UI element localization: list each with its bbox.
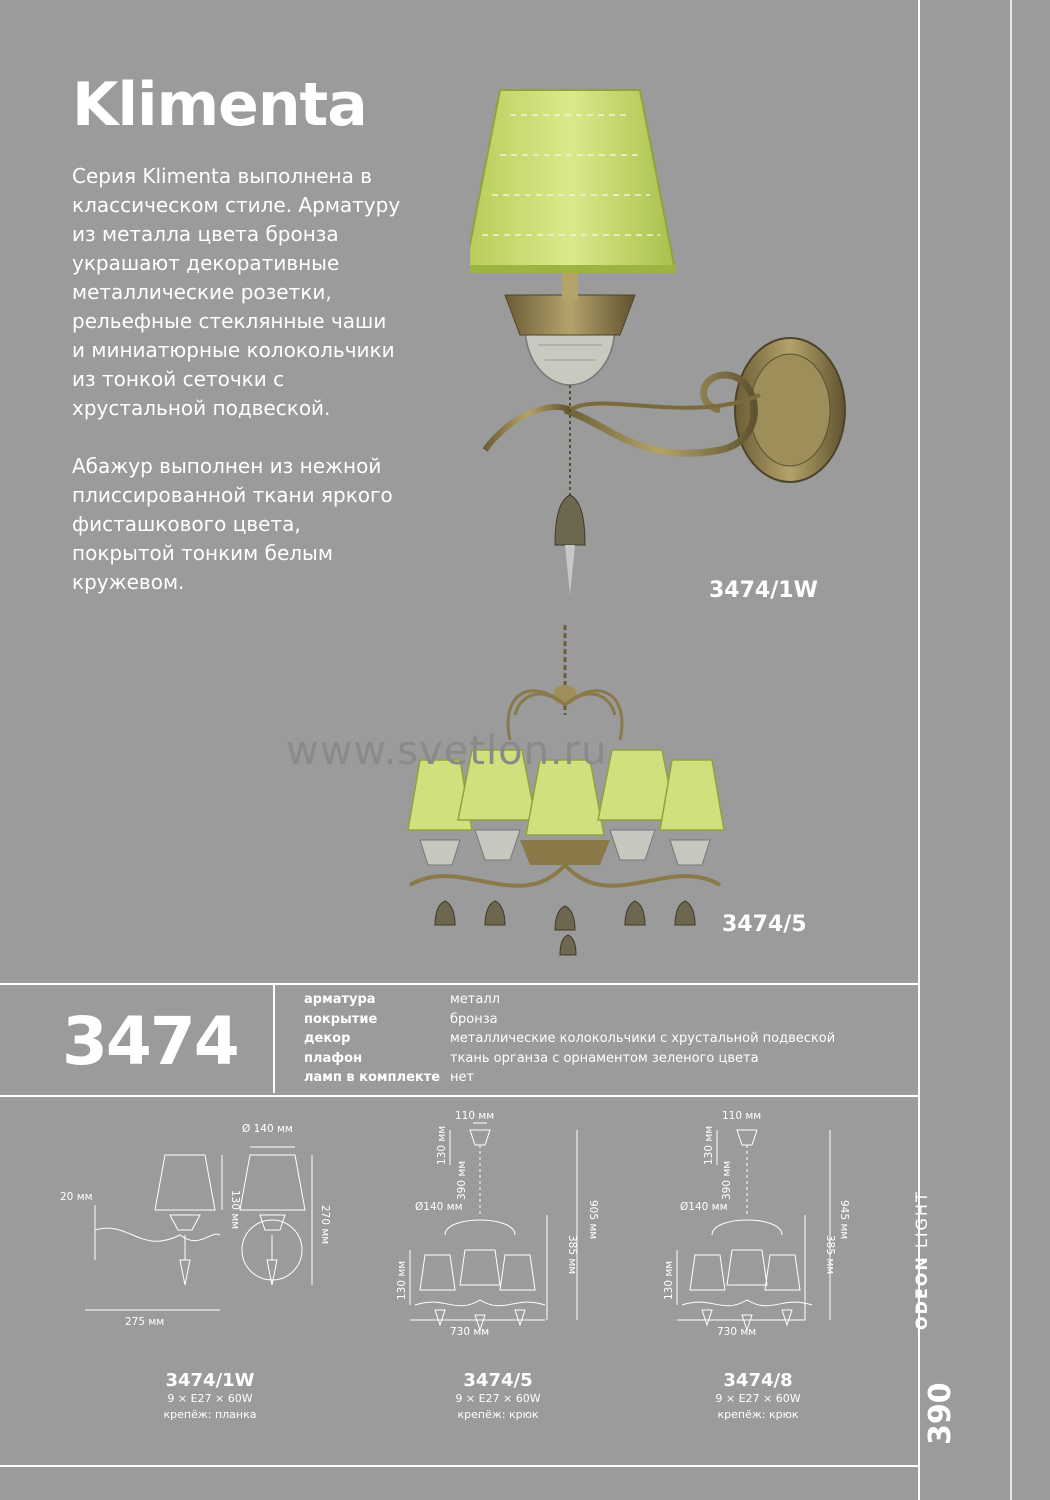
- spec-row: [304, 1049, 835, 1069]
- dim-caption-2: [418, 1370, 578, 1423]
- dim-label: Ø140 мм: [415, 1201, 463, 1213]
- dim-label: 945 мм: [838, 1200, 850, 1240]
- brand-logo-text: [912, 1190, 931, 1330]
- right-sidebar: [918, 0, 1050, 1500]
- spec-value: ткань органза с орнаментом зеленого цвета: [450, 1050, 759, 1066]
- dim-label: Ø 140 мм: [242, 1123, 293, 1135]
- dim-label: 390 мм: [721, 1160, 733, 1200]
- wall-lamp-dimension-drawing: [40, 1110, 340, 1335]
- dim-label: 130 мм: [703, 1125, 715, 1165]
- chandelier8-dimension-drawing: [655, 1105, 880, 1340]
- description-paragraph-2: Абажур выполнен из нежной плиссированной ткани яркого фисташкового цвета, покрытой тонким белым кружевом.: [72, 454, 393, 594]
- dim-label: 110 мм: [722, 1110, 762, 1122]
- page-number: 390: [923, 1382, 958, 1445]
- dim-label: 730 мм: [450, 1326, 490, 1338]
- dim-label: 270 мм: [319, 1205, 331, 1245]
- spec-key: ламп в комплекте: [304, 1070, 441, 1086]
- dim-model: 3474/5: [463, 1370, 533, 1391]
- chandelier5-dimension-drawing: [395, 1105, 620, 1340]
- dim-caption-1: [130, 1370, 290, 1423]
- dim-mount: крепёж: крюк: [717, 1408, 799, 1421]
- spec-key: плафон: [304, 1050, 363, 1066]
- chandelier-image: [400, 625, 730, 970]
- spec-row: [304, 1068, 835, 1088]
- specs-table: [304, 990, 835, 1088]
- dim-mount: крепёж: планка: [163, 1408, 257, 1421]
- spec-key: арматура: [304, 992, 376, 1008]
- brand-bold: ODEON: [912, 1255, 931, 1330]
- dim-label: 905 мм: [587, 1200, 599, 1240]
- dim-label: 385 мм: [824, 1235, 836, 1275]
- dim-label: 110 мм: [455, 1110, 495, 1122]
- dim-label: 20 мм: [60, 1191, 93, 1203]
- spec-key: декор: [304, 1031, 351, 1047]
- wall-lamp-model-label: 3474/1W: [709, 578, 818, 603]
- spec-value: бронза: [450, 1011, 498, 1027]
- dim-mount: крепёж: крюк: [457, 1408, 539, 1421]
- spec-value: металл: [450, 992, 500, 1008]
- spec-key: покрытие: [304, 1011, 378, 1027]
- spec-row: [304, 990, 835, 1010]
- dim-model: 3474/8: [723, 1370, 793, 1391]
- dim-label: 730 мм: [717, 1326, 757, 1338]
- spec-value: металлические колокольчики с хрустальной подвеской: [450, 1031, 836, 1047]
- dim-lamps: 9 × E27 × 60W: [455, 1392, 541, 1405]
- watermark: www.svetlon.ru: [286, 728, 608, 774]
- dim-label: 275 мм: [125, 1316, 165, 1328]
- dim-label: 130 мм: [663, 1260, 675, 1300]
- chandelier-model-label: 3474/5: [722, 912, 807, 937]
- dim-label: 390 мм: [456, 1160, 468, 1200]
- series-description: [72, 162, 402, 626]
- series-number: 3474: [62, 1003, 238, 1080]
- bottom-rule: [0, 1465, 918, 1467]
- dim-label: 130 мм: [436, 1125, 448, 1165]
- dim-model: 3474/1W: [165, 1370, 255, 1391]
- specs-divider: [273, 985, 275, 1093]
- spec-row: [304, 1010, 835, 1030]
- description-paragraph-1: Серия Klimenta выполнена в классическом стиле. Арматуру из металла цвета бронза украшают декоративные металлические розетки, рельефные стеклянные чаши и миниатюрные колокольчики из тонкой сеточки с хрустальной подвеской.: [72, 164, 401, 420]
- spec-value: нет: [450, 1070, 475, 1086]
- spec-row: [304, 1029, 835, 1049]
- dim-label: 130 мм: [229, 1190, 241, 1230]
- dim-lamps: 9 × E27 × 60W: [167, 1392, 253, 1405]
- series-title: Klimenta: [72, 70, 367, 140]
- dim-label: 385 мм: [566, 1235, 578, 1275]
- sidebar-rule: [1010, 0, 1012, 1500]
- dim-label: 130 мм: [396, 1260, 408, 1300]
- wall-lamp-image: [470, 75, 860, 615]
- dim-lamps: 9 × E27 × 60W: [715, 1392, 801, 1405]
- dim-label: Ø140 мм: [680, 1201, 728, 1213]
- dim-caption-3: [678, 1370, 838, 1423]
- brand-light: LIGHT: [912, 1190, 931, 1249]
